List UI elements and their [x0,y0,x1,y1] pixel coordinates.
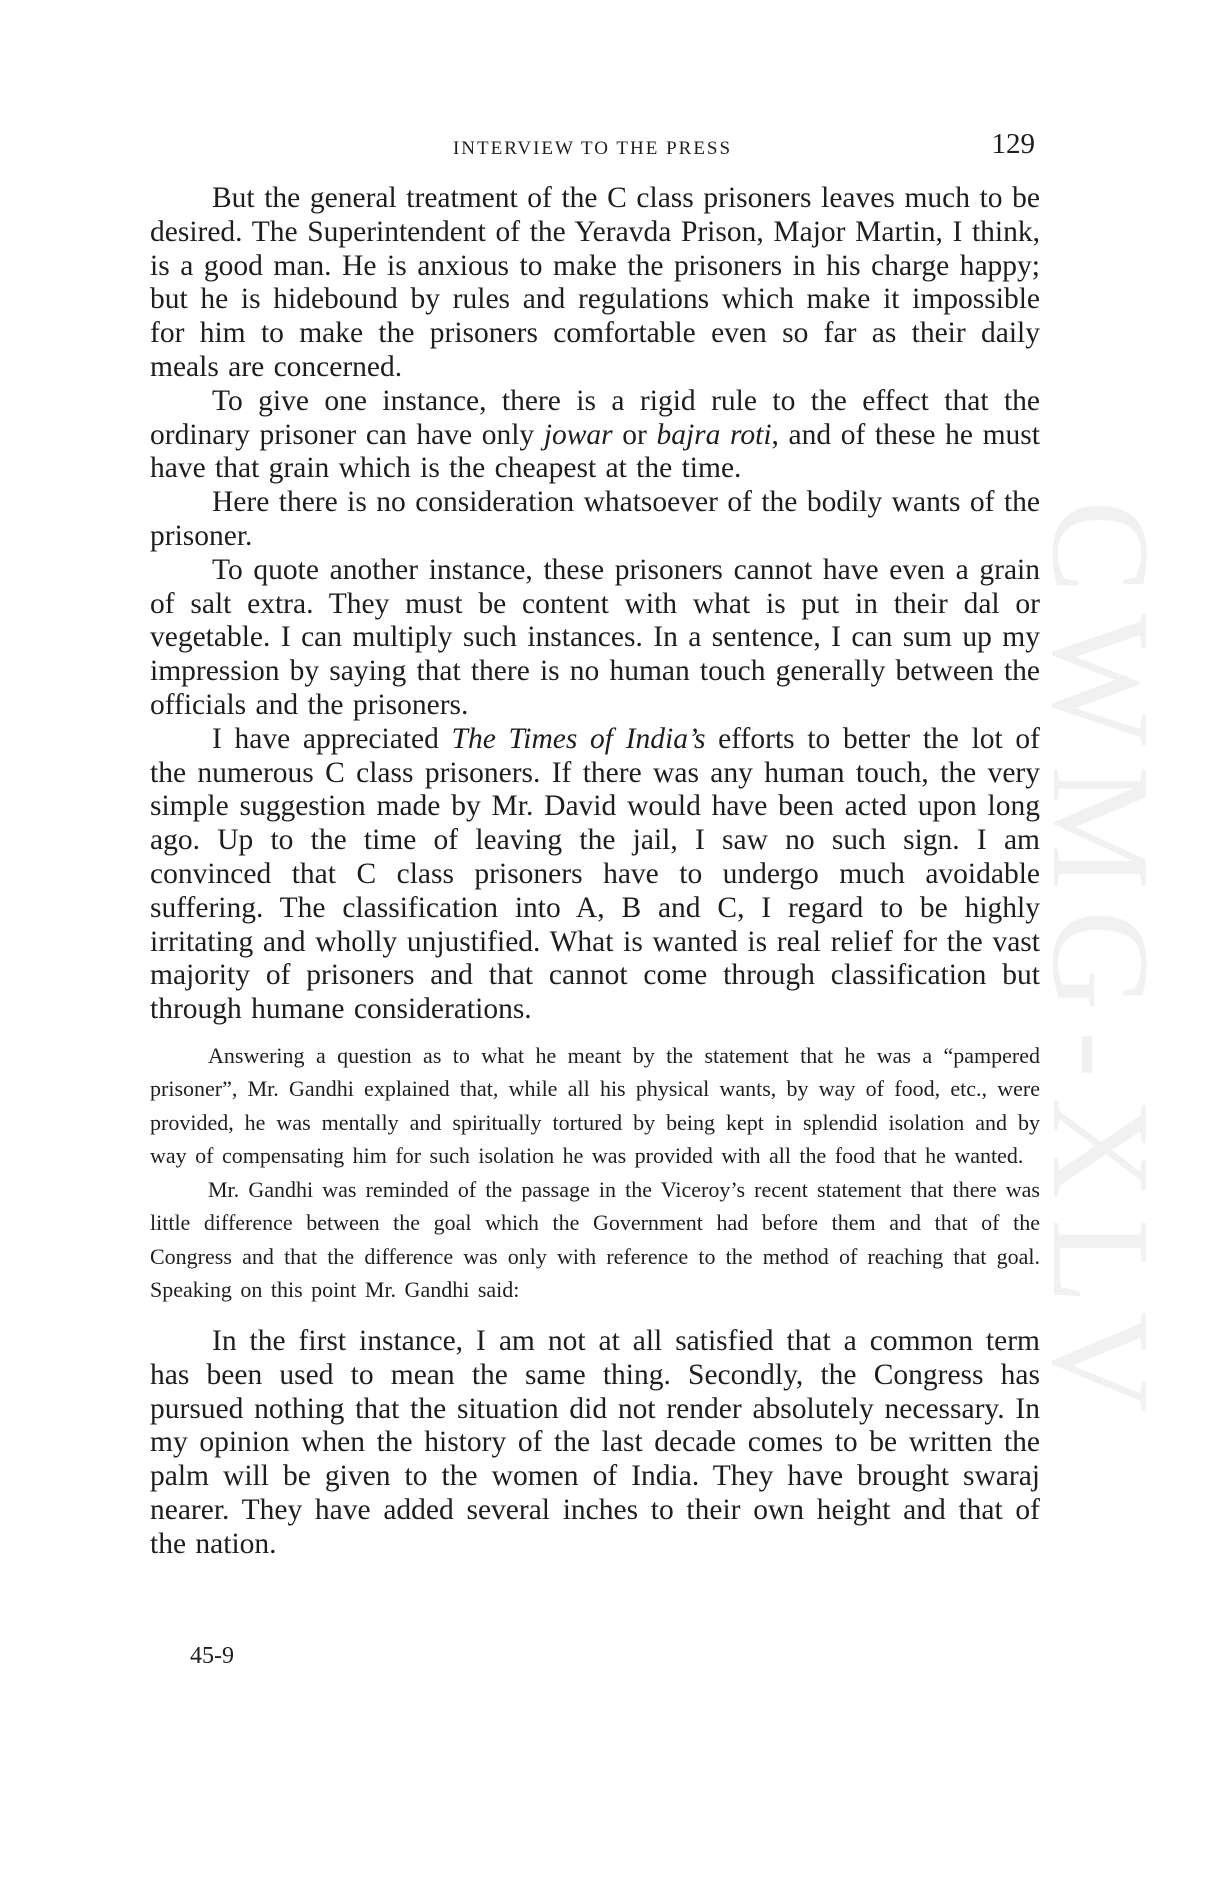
paragraph: To quote another instance, these prisoners cannot have even a grain of salt extra. They must be content with what is put in their dal or vegetable. I can multiply such instances. In a sentence, I can sum up my impression by saying that there is no human touch generally between the officials and the prisoners. [150,553,1040,721]
paragraph: To give one instance, there is a rigid rule to the effect that the ordinary prisoner can have only jowar or bajra roti, and of these he must have that grain which is the cheapest at the time. [150,384,1040,485]
paragraph: I have appreciated The Times of India’s efforts to better the lot of the numerous C class prisoners. If there was any human touch, the very simple suggestion made by Mr. David would have been acted upon long ago. Up to the time of leaving the jail, I saw no such sign. I am convinced that C class prisoners have to undergo much avoidable suffering. The classification into A, B and C, I regard to be highly irritating and wholly unjustified. What is wanted is real relief for the vast majority of prisoners and that cannot come through classification but through humane considerations. [150,722,1040,1026]
newspaper-title: The Times of India’s [451,722,706,755]
page-header [150,128,1035,168]
page-number: 129 [991,128,1035,160]
closing-paragraph: In the first instance, I am not at all satisfied that a common term has been used to mean the same thing. Secondly, the Congress has pursued nothing that the situation did not render absolutely necessary. In my opinion when the history of the last decade comes to be written the palm will be given to the women of India. They have brought swaraj nearer. They have added several inches to their own height and that of the nation. [150,1324,1040,1560]
italic-term: jowar [543,418,613,451]
body-text [150,182,1040,1562]
reporter-note: Mr. Gandhi was reminded of the passage in the Viceroy’s recent statement that there was little difference between the goal which the Government had before them and that of the Congress and that the difference was only with reference to the method of reaching that goal. Speaking on this point Mr. Gandhi said: [150,1176,1040,1303]
paragraph: Here there is no consideration whatsoever of the bodily wants of the prisoner. [150,486,1040,552]
italic-term: bajra roti [656,418,772,451]
signature-code: 45-9 [190,1643,234,1669]
running-head: INTERVIEW TO THE PRESS [452,138,733,159]
reporter-note: Answering a question as to what he meant by the statement that he was a “pampered prisoner”, Mr. Gandhi explained that, while all his physical wants, by way of food, etc., were provided, he was mentally and spiritually tortured by being kept in splendid isolation and by way of compensating him for such isolation he was provided with all the food that he wanted. [150,1042,1040,1169]
watermark: CWMG-XLV [1023,500,1178,1433]
paragraph: But the general treatment of the C class prisoners leaves much to be desired. The Superintendent of the Yeravda Prison, Major Martin, I think, is a good man. He is anxious to make the prisoners in his charge happy; but he is hidebound by rules and regulations which make it impossible for him to make the prisoners comfortable even so far as their daily meals are concerned. [150,182,1040,383]
